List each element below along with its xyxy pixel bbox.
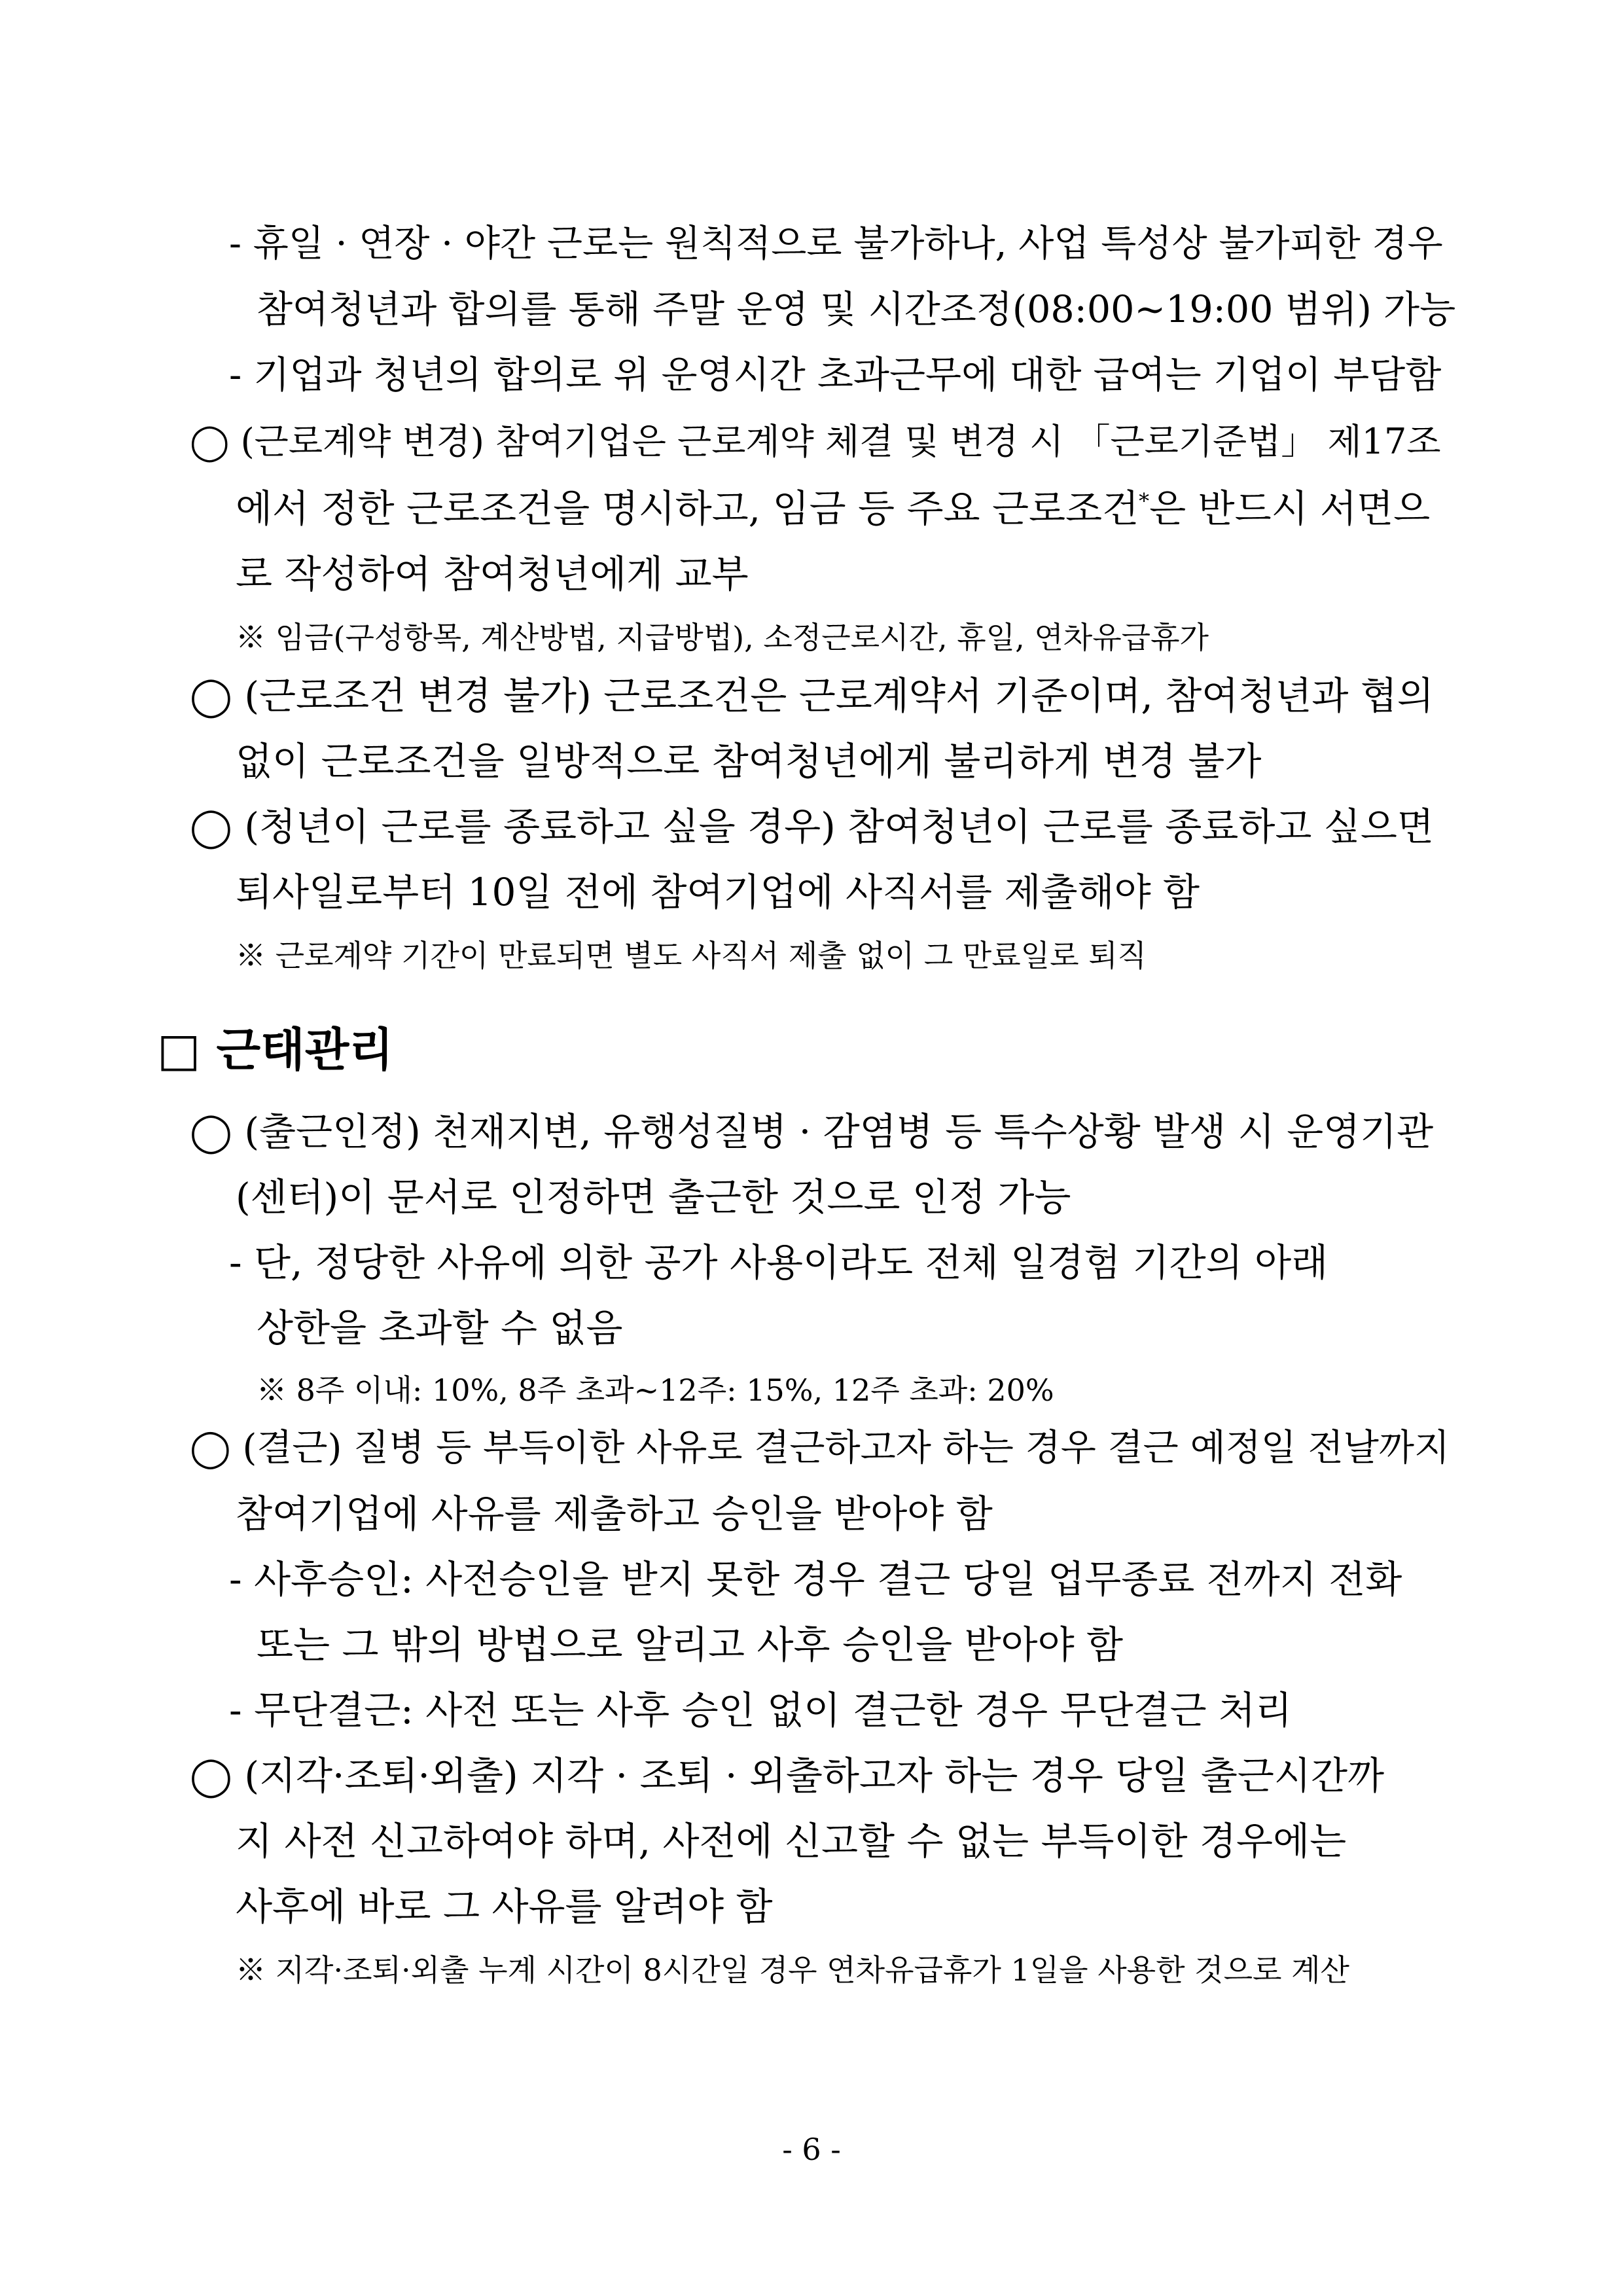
circle-item-continuation: 지 사전 신고하여야 하며, 사전에 신고할 수 없는 부득이한 경우에는 bbox=[236, 1819, 1347, 1863]
dash-item: - 휴일 · 연장 · 야간 근로는 원칙적으로 불가하나, 사업 특성상 불가피한 경우 bbox=[229, 223, 1443, 265]
circle-item-continuation: 퇴사일로부터 10일 전에 참여기업에 사직서를 제출해야 함 bbox=[236, 870, 1200, 914]
dash-item: - 무단결근: 사전 또는 사후 승인 없이 결근한 경우 무단결근 처리 bbox=[229, 1688, 1293, 1732]
dash-item: - 기업과 청년의 합의로 위 운영시간 초과근무에 대한 급여는 기업이 부담함 bbox=[229, 353, 1442, 397]
circle-item-continuation: 없이 근로조건을 일방적으로 참여청년에게 불리하게 변경 불가 bbox=[236, 739, 1262, 783]
dash-item: - 단, 정당한 사유에 의한 공가 사용이라도 전체 일경험 기간의 아래 bbox=[229, 1240, 1329, 1285]
section-heading: □ 근태관리 bbox=[157, 1023, 393, 1077]
text-segment: 은 반드시 서면으 bbox=[1149, 486, 1431, 531]
circle-item-continuation: 사후에 바로 그 사유를 알려야 함 bbox=[236, 1884, 773, 1929]
footnote-marker: * bbox=[1139, 488, 1150, 514]
circle-item-continuation: 로 작성하여 참여청년에게 교부 bbox=[236, 552, 749, 596]
circle-item-no-change: ◯ (근로조건 변경 불가) 근로조건은 근로계약서 기준이며, 참여청년과 협의 bbox=[190, 673, 1434, 718]
circle-item-lateness: ◯ (지각·조퇴·외출) 지각 · 조퇴 · 외출하고자 하는 경우 당일 출근시간까 bbox=[190, 1753, 1385, 1798]
text-segment: 에서 정한 근로조건을 명시하고, 임금 등 주요 근로조건 bbox=[236, 486, 1139, 531]
circle-item-continuation: (센터)이 문서로 인정하면 출근한 것으로 인정 가능 bbox=[236, 1175, 1071, 1219]
dash-item-continuation: 또는 그 밖의 방법으로 알리고 사후 승인을 받아야 함 bbox=[257, 1623, 1124, 1667]
note-item: ※ 지각·조퇴·외출 누계 시간이 8시간일 경우 연차유급휴가 1일을 사용한 것으로 계산 bbox=[236, 1952, 1349, 1988]
page-number: - 6 - bbox=[782, 2132, 841, 2167]
note-item: ※ 근로계약 기간이 만료되면 별도 사직서 제출 없이 그 만료일로 퇴직 bbox=[236, 938, 1147, 973]
note-item: ※ 임금(구성항목, 계산방법, 지급방법), 소정근로시간, 휴일, 연차유급휴가 bbox=[236, 620, 1209, 655]
dash-item: - 사후승인: 사전승인을 받지 못한 경우 결근 당일 업무종료 전까지 전화 bbox=[229, 1557, 1402, 1602]
circle-item-continuation: 참여기업에 사유를 제출하고 승인을 받아야 함 bbox=[236, 1492, 993, 1536]
circle-item-resignation: ◯ (청년이 근로를 종료하고 싶을 경우) 참여청년이 근로를 종료하고 싶으면 bbox=[190, 804, 1434, 849]
circle-item-contract-change: ◯ (근로계약 변경) 참여기업은 근로계약 체결 및 변경 시 「근로기준법」 제17조 bbox=[190, 421, 1441, 462]
note-item: ※ 8주 이내: 10%, 8주 초과~12주: 15%, 12주 초과: 20% bbox=[257, 1372, 1054, 1408]
circle-item-attendance: ◯ (출근인정) 천재지변, 유행성질병 · 감염병 등 특수상황 발생 시 운영기관 bbox=[190, 1109, 1434, 1154]
circle-item-absence: ◯ (결근) 질병 등 부득이한 사유로 결근하고자 하는 경우 결근 예정일 전날까지 bbox=[190, 1427, 1450, 1469]
dash-item-continuation: 참여청년과 합의를 통해 주말 운영 및 시간조정(08:00~19:00 범위) 가능 bbox=[257, 288, 1456, 331]
dash-item-continuation: 상한을 초과할 수 없음 bbox=[257, 1306, 623, 1350]
circle-item-continuation bbox=[236, 486, 1459, 531]
